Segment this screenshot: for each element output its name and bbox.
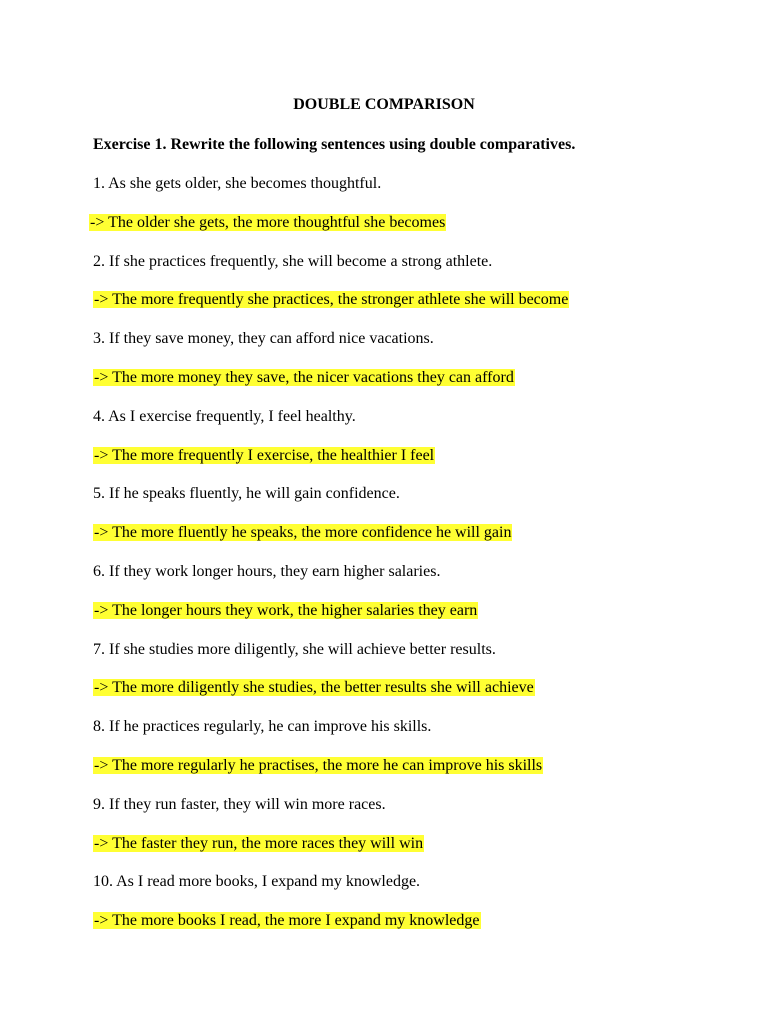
question-text: 5. If he speaks fluently, he will gain confidence. — [93, 485, 400, 503]
answer-3 — [0, 368, 768, 407]
question-4 — [0, 407, 768, 446]
question-text: 8. If he practices regularly, he can improve his skills. — [93, 718, 432, 736]
question-7 — [0, 640, 768, 679]
highlighted-answer: -> The faster they run, the more races they will win — [94, 834, 424, 852]
answer-6 — [0, 601, 768, 640]
question-10 — [0, 872, 768, 911]
answer-4 — [0, 446, 768, 485]
question-text: 9. If they run faster, they will win more races. — [93, 795, 386, 813]
highlighted-answer: -> The more frequently she practices, the stronger athlete she will become — [94, 291, 569, 309]
answer-10 — [0, 911, 768, 950]
highlighted-answer: -> The more frequently I exercise, the healthier I feel — [94, 446, 435, 464]
highlighted-answer: -> The more books I read, the more I expand my knowledge — [94, 912, 480, 930]
answer-5 — [0, 523, 768, 562]
question-text: 6. If they work longer hours, they earn higher salaries. — [93, 562, 441, 580]
question-1 — [0, 174, 768, 213]
question-text: 2. If she practices frequently, she will become a strong athlete. — [93, 252, 493, 270]
answer-8 — [0, 756, 768, 795]
question-2 — [0, 252, 768, 291]
question-5 — [0, 484, 768, 523]
exercise-items — [0, 174, 768, 950]
document-title: DOUBLE COMPARISON — [293, 96, 475, 113]
highlighted-answer: -> The more regularly he practises, the more he can improve his skills — [94, 756, 543, 774]
question-text: 1. As she gets older, she becomes thoughtful. — [93, 175, 382, 192]
exercise-instruction: Exercise 1. Rewrite the following sentences using double comparatives. — [93, 136, 576, 153]
highlighted-answer: -> The older she gets, the more thoughtful she becomes — [90, 213, 446, 231]
question-text: 7. If she studies more diligently, she will achieve better results. — [93, 640, 496, 658]
highlighted-answer: -> The more diligently she studies, the better results she will achieve — [94, 679, 534, 697]
question-text: 10. As I read more books, I expand my knowledge. — [93, 873, 421, 891]
question-text: 3. If they save money, they can afford nice vacations. — [93, 330, 434, 348]
highlighted-answer: -> The more money they save, the nicer vacations they can afford — [94, 368, 514, 386]
answer-9 — [0, 834, 768, 873]
answer-2 — [0, 290, 768, 329]
highlighted-answer: -> The more fluently he speaks, the more confidence he will gain — [94, 524, 512, 542]
question-9 — [0, 795, 768, 834]
highlighted-answer: -> The longer hours they work, the higher salaries they earn — [94, 601, 478, 619]
answer-1 — [0, 213, 768, 252]
question-8 — [0, 717, 768, 756]
question-text: 4. As I exercise frequently, I feel healthy. — [93, 407, 356, 425]
question-6 — [0, 562, 768, 601]
question-3 — [0, 329, 768, 368]
answer-7 — [0, 678, 768, 717]
